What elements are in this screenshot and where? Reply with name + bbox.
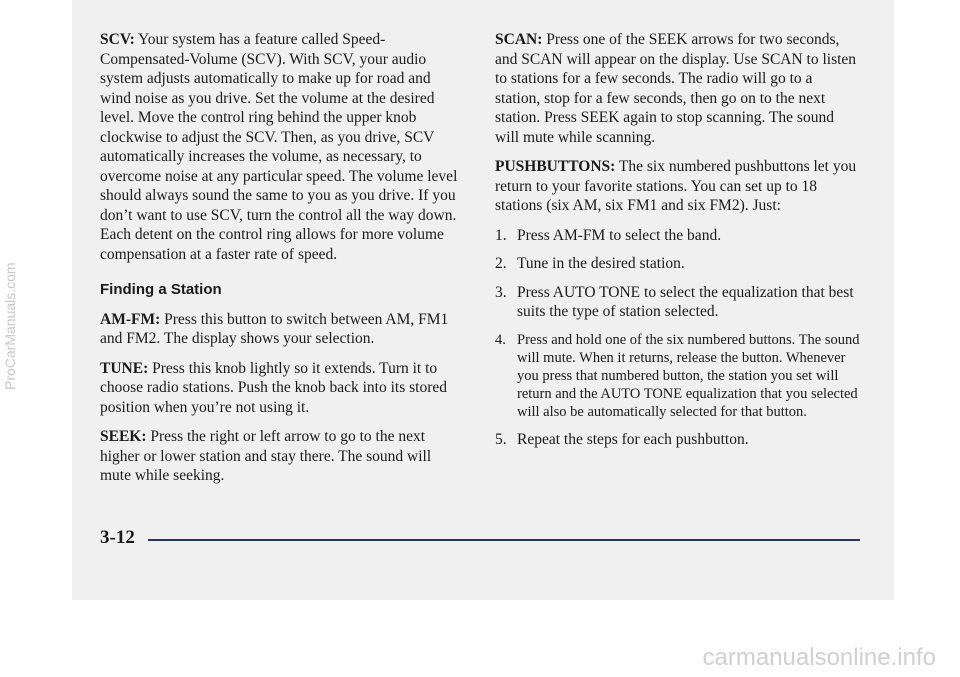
step-item (495, 430, 860, 450)
scan-paragraph (495, 30, 860, 147)
step-item (495, 254, 860, 274)
left-column (100, 30, 465, 496)
step-number: 2. (495, 255, 507, 272)
step-text: Repeat the steps for each pushbutton. (517, 430, 749, 448)
seek-term: SEEK: (100, 428, 147, 445)
step-number: 1. (495, 226, 507, 244)
section-heading: Finding a Station (100, 281, 222, 298)
seek-paragraph (100, 427, 465, 486)
pushbuttons-text: The six numbered pushbuttons let you return to your favorite stations. You can set up to 18 stations (six AM, six FM1 and six FM2). Just: (495, 158, 857, 214)
step-number: 3. (495, 283, 507, 301)
pushbuttons-term: PUSHBUTTONS: (495, 158, 616, 175)
scan-term: SCAN: (495, 31, 543, 48)
step-text: Press and hold one of the six numbered buttons. The sound will mute. When it returns, release the button. Whenever you press that numbered button, the station you set will return and the AUTO TONE equalization that you selected will also be automatically selected for that button. (517, 331, 860, 420)
step-item (495, 283, 860, 322)
step-item (495, 226, 860, 246)
right-column (495, 30, 860, 458)
seek-text: Press the right or left arrow to go to the next higher or lower station and stay there. The sound will mute while seeking. (100, 428, 432, 484)
step-number: 4. (495, 331, 506, 348)
pushbuttons-paragraph (495, 157, 860, 216)
step-text: Press AM-FM to select the band. (517, 226, 722, 244)
step-item (495, 331, 860, 421)
site-footer-link[interactable]: carmanualsonline.info (702, 644, 936, 671)
scv-term: SCV: (100, 31, 135, 48)
step-text: Tune in the desired station. (517, 255, 685, 272)
scv-paragraph (100, 30, 465, 264)
watermark: ProCarManuals.com (2, 262, 18, 390)
steps-list (495, 226, 860, 450)
page-number: 3-12 (100, 527, 135, 548)
tune-term: TUNE: (100, 359, 149, 377)
page-footer (100, 527, 860, 555)
footer-rule (148, 539, 860, 541)
tune-paragraph (100, 359, 465, 418)
am-fm-text: Press this button to switch between AM, FM1 and FM2. The display shows your selection. (100, 310, 449, 347)
scan-text: Press one of the SEEK arrows for two seconds, and SCAN will appear on the display. Use SCAN to listen to stations for a few seconds. The radio will go to a station, stop for a few seconds, then go on to the next station. Press SEEK again to stop scanning. The sound will mute while scanning. (495, 31, 857, 146)
am-fm-term: AM-FM: (100, 310, 161, 328)
step-number: 5. (495, 430, 507, 448)
am-fm-paragraph (100, 310, 465, 349)
scv-text: Your system has a feature called Speed-Compensated-Volume (SCV). With SCV, your audio system adjusts automatically to make up for road and wind noise as you drive. Set the volume at the desired level. Move the control ring behind the upper knob clockwise to adjust the SCV. Then, as you drive, SCV automatically increases the volume, as necessary, to overcome noise at any particular speed. The volume level should always sound the same to you as you drive. If you don’t want to use SCV, turn the control all the way down. Each detent on the control ring allows for more volume compensation at a faster rate of speed. (100, 31, 458, 263)
step-text: Press AUTO TONE to select the equalization that best suits the type of station selected. (517, 283, 854, 320)
tune-text: Press this knob lightly so it extends. Turn it to choose radio stations. Push the knob back into its stored position when you’re not using it. (100, 359, 447, 416)
